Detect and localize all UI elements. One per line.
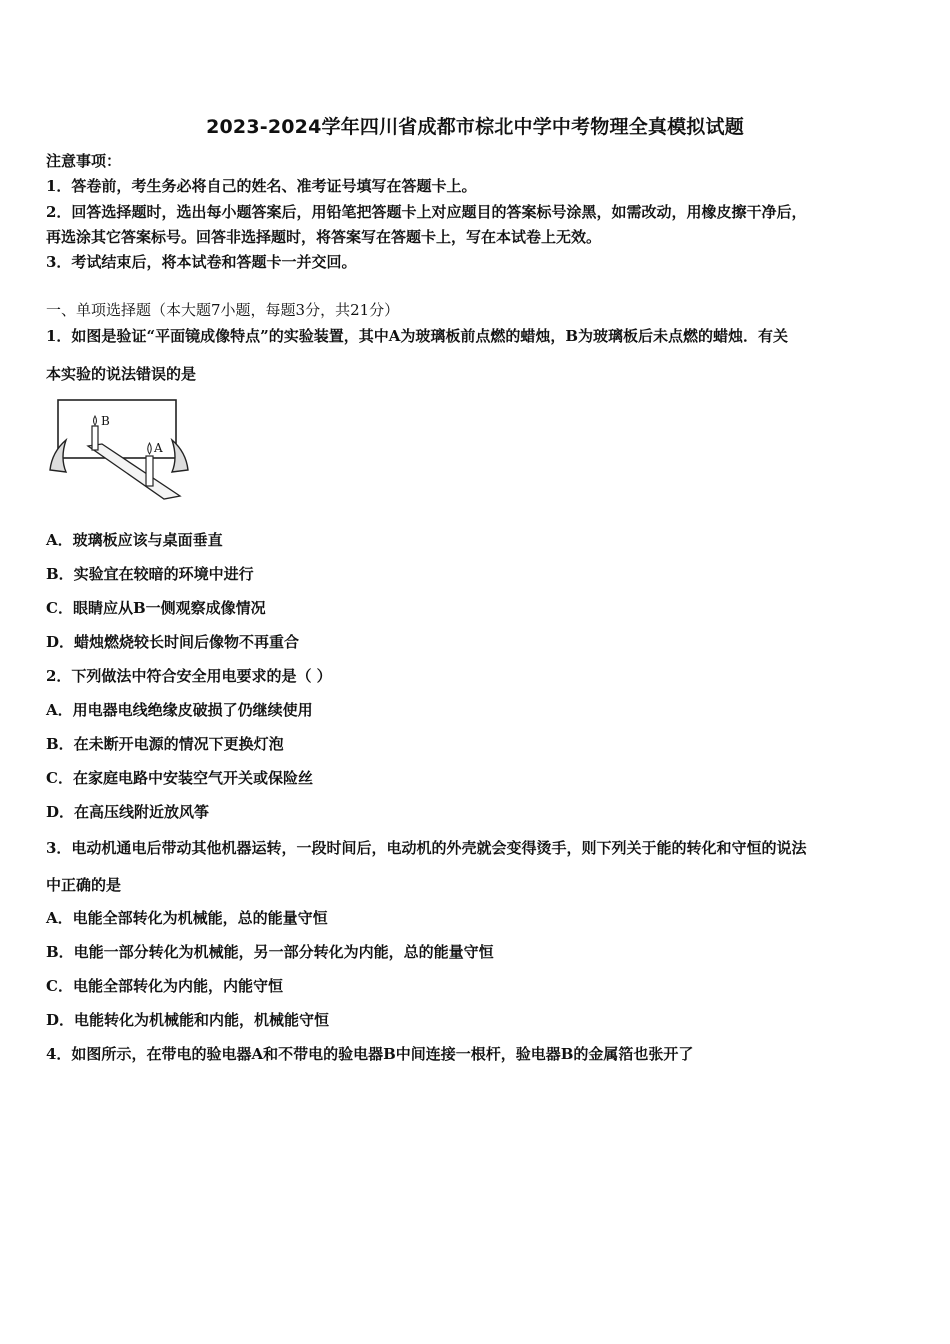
section-heading: 一、单项选择题（本大题7小题，每题3分，共21分） — [46, 301, 400, 319]
notice-heading: 注意事项： — [46, 152, 122, 170]
option: B．电能一部分转化为机械能，另一部分转化为内能，总的能量守恒 — [46, 943, 494, 961]
option: A．电能全部转化为机械能，总的能量守恒 — [46, 909, 328, 927]
option: A．用电器电线绝缘皮破损了仍继续使用 — [46, 701, 313, 719]
option: B．在未断开电源的情况下更换灯泡 — [46, 735, 284, 753]
notice-item: 2．回答选择题时，选出每小题答案后，用铅笔把答题卡上对应题目的答案标号涂黑，如需改动，用橡皮擦干净后， — [46, 203, 807, 221]
notice-item: 3．考试结束后，将本试卷和答题卡一并交回。 — [46, 253, 357, 271]
figure-label-b: B — [101, 414, 110, 428]
question-2-stem: 2．下列做法中符合安全用电要求的是（ ） — [46, 667, 332, 685]
question-3-stem-continued: 中正确的是 — [46, 876, 122, 894]
option: D．电能转化为机械能和内能，机械能守恒 — [46, 1011, 330, 1029]
question-1-stem-continued: 本实验的说法错误的是 — [46, 365, 197, 383]
option: A．玻璃板应该与桌面垂直 — [46, 531, 223, 549]
option: C．眼睛应从B一侧观察成像情况 — [46, 599, 266, 617]
page-title: 2023-2024学年四川省成都市棕北中学中考物理全真模拟试题 — [206, 116, 744, 138]
notice-item: 1．答卷前，考生务必将自己的姓名、准考证号填写在答题卡上。 — [46, 177, 477, 195]
option: D．蜡烛燃烧较长时间后像物不再重合 — [46, 633, 300, 651]
question-1-stem: 1．如图是验证“平面镜成像特点”的实验装置，其中A为玻璃板前点燃的蜡烛，B为玻璃板后未点燃的蜡烛．有关 — [46, 327, 789, 345]
figure-label-a: A — [154, 441, 163, 455]
question-4-stem: 4．如图所示，在带电的验电器A和不带电的验电器B中间连接一根杆，验电器B的金属箔也张开了 — [46, 1045, 694, 1063]
plane-mirror-experiment-figure — [44, 396, 194, 508]
question-3-stem: 3．电动机通电后带动其他机器运转，一段时间后，电动机的外壳就会变得烫手，则下列关于能的转化和守恒的说法 — [46, 839, 807, 857]
option: C．电能全部转化为内能，内能守恒 — [46, 977, 283, 995]
option: C．在家庭电路中安装空气开关或保险丝 — [46, 769, 313, 787]
option: D．在高压线附近放风筝 — [46, 803, 210, 821]
option: B．实验宜在较暗的环境中进行 — [46, 565, 254, 583]
notice-item: 再选涂其它答案标号。回答非选择题时，将答案写在答题卡上，写在本试卷上无效。 — [46, 228, 602, 246]
plane-mirror-diagram — [44, 396, 194, 508]
